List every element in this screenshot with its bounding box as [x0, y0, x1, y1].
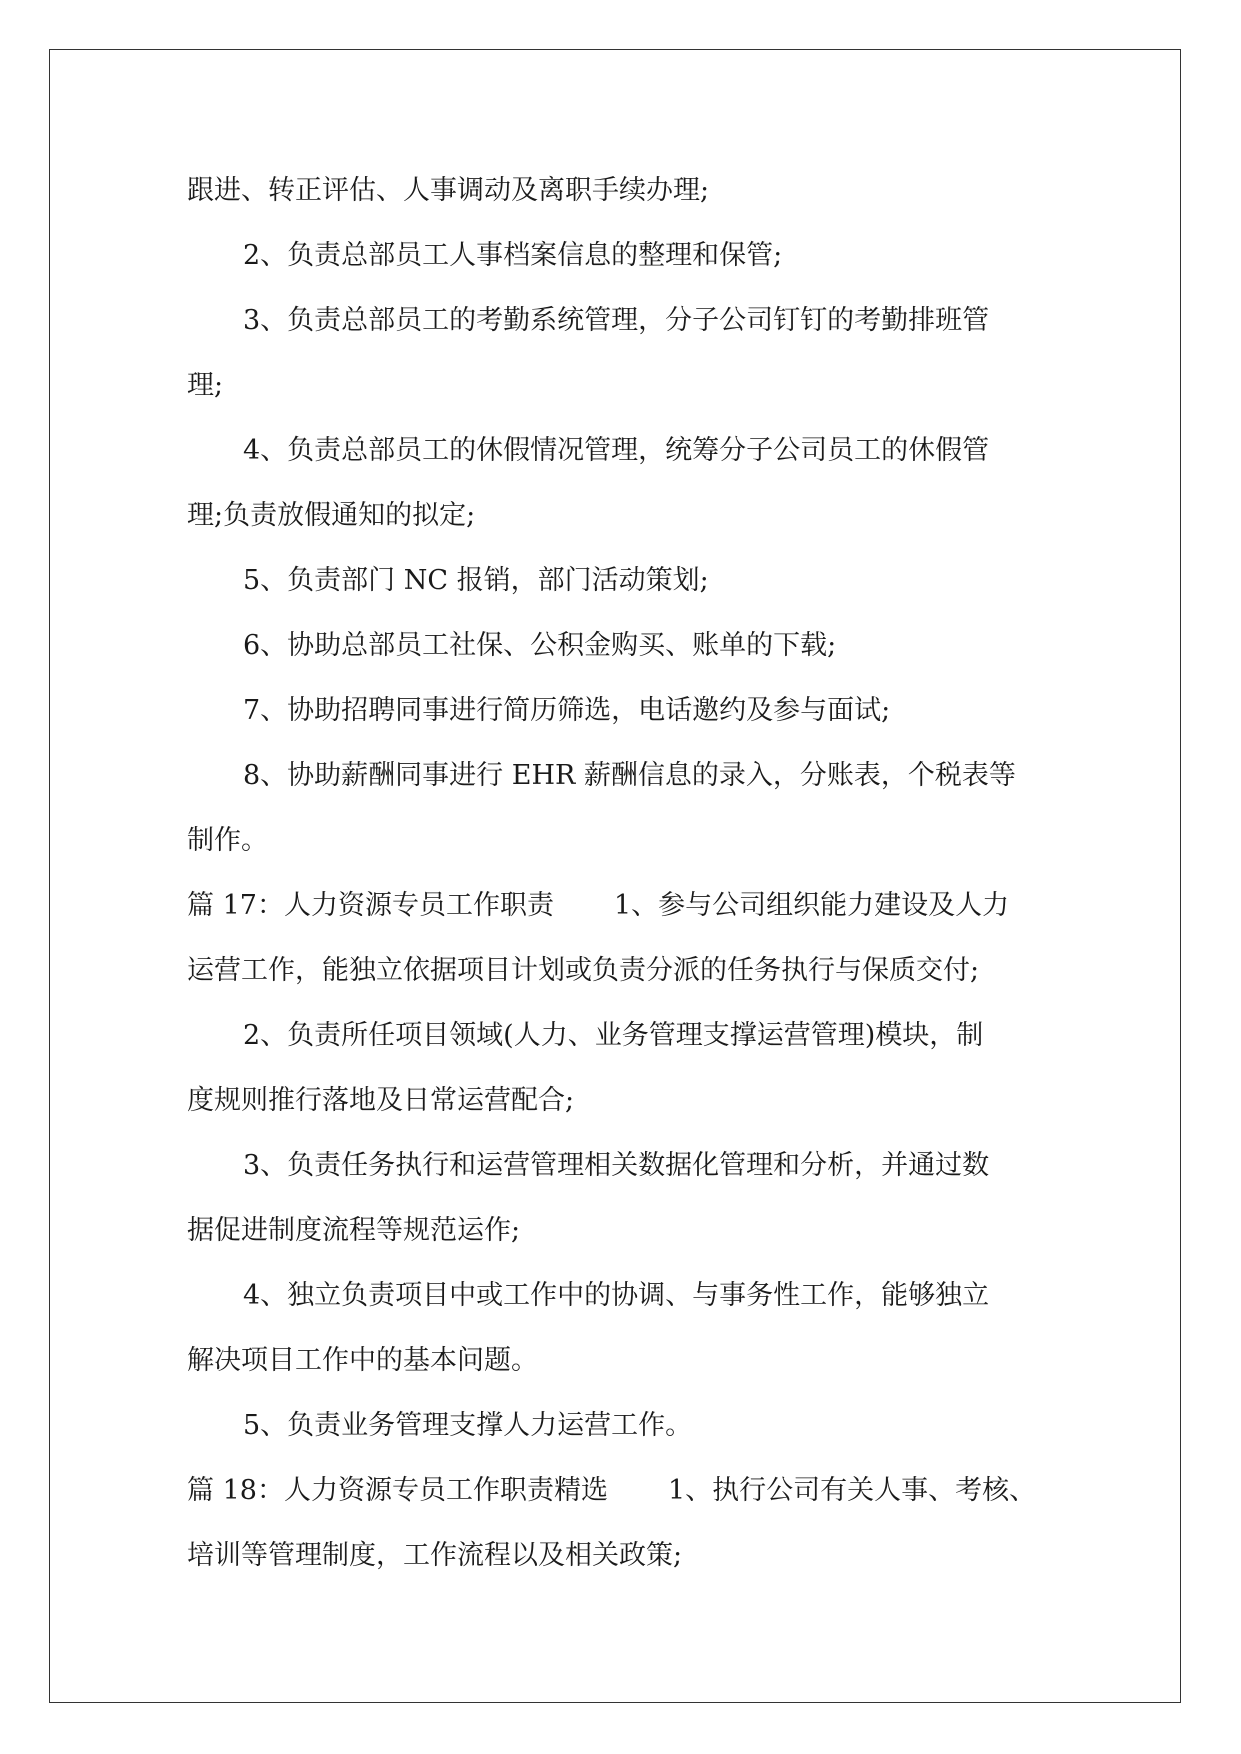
paragraph-line: 培训等管理制度，工作流程以及相关政策;	[187, 1540, 683, 1571]
paragraph-line: 5、负责业务管理支撑人力运营工作。	[243, 1410, 693, 1441]
paragraph-line: 理;负责放假通知的拟定;	[187, 500, 476, 531]
section-heading-17	[187, 873, 1055, 938]
heading-gap	[554, 873, 614, 938]
paragraph-line: 理;	[187, 370, 224, 401]
paragraph-line: 度规则推行落地及日常运营配合;	[187, 1085, 575, 1116]
paragraph-line: 2、负责总部员工人事档案信息的整理和保管;	[243, 240, 783, 271]
paragraph-line: 据促进制度流程等规范运作;	[187, 1215, 521, 1246]
section-first-item-17: 1、参与公司组织能力建设及人力	[613, 890, 1010, 921]
paragraph-line: 3、负责总部员工的考勤系统管理，分子公司钉钉的考勤排班管	[243, 305, 990, 336]
section-first-item-18: 1、执行公司有关人事、考核、	[667, 1475, 1037, 1506]
section-heading-18	[187, 1458, 1055, 1523]
paragraph-line: 4、负责总部员工的休假情况管理，统筹分子公司员工的休假管	[243, 435, 990, 466]
paragraph-line: 运营工作，能独立依据项目计划或负责分派的任务执行与保质交付;	[187, 955, 980, 986]
paragraph-line: 4、独立负责项目中或工作中的协调、与事务性工作，能够独立	[243, 1280, 990, 1311]
paragraph-line: 制作。	[187, 825, 268, 856]
paragraph-line: 3、负责任务执行和运营管理相关数据化管理和分析，并通过数	[243, 1150, 990, 1181]
heading-gap	[608, 1458, 668, 1523]
section-title-18: 篇 18：人力资源专员工作职责精选	[187, 1475, 608, 1506]
paragraph-line: 8、协助薪酬同事进行 EHR 薪酬信息的录入，分账表，个税表等	[243, 760, 1016, 791]
paragraph-line: 跟进、转正评估、人事调动及离职手续办理;	[187, 175, 710, 206]
paragraph-line: 2、负责所任项目领域(人力、业务管理支撑运营管理)模块，制	[243, 1020, 984, 1051]
paragraph-line: 6、协助总部员工社保、公积金购买、账单的下载;	[243, 630, 837, 661]
paragraph-line: 7、协助招聘同事进行简历筛选，电话邀约及参与面试;	[243, 695, 891, 726]
paragraph-line: 解决项目工作中的基本问题。	[187, 1345, 538, 1376]
paragraph-line: 5、负责部门 NC 报销，部门活动策划;	[243, 565, 709, 596]
section-title-17: 篇 17：人力资源专员工作职责	[187, 890, 554, 921]
document-body	[187, 158, 1055, 1588]
